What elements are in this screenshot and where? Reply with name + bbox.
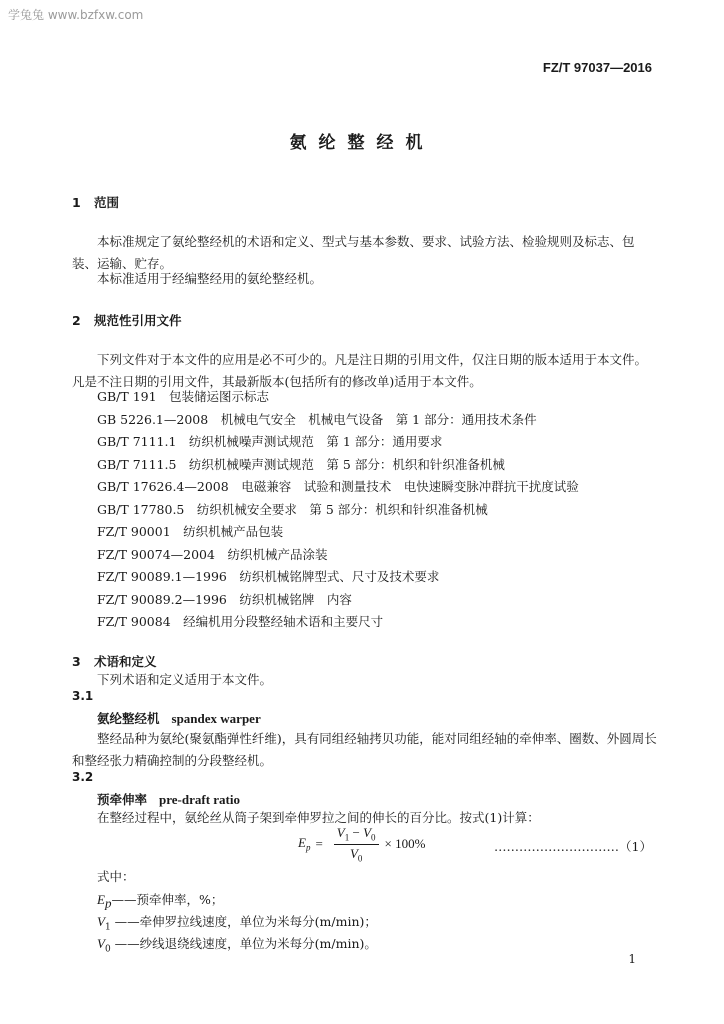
normative-reference: FZ/T 90001 纺织机械产品包装: [97, 524, 284, 539]
section-title: 规范性引用文件: [94, 313, 182, 328]
variable-definition: $E_p——$预牵伸率，%；: [97, 892, 224, 911]
term-3-1: [97, 708, 261, 727]
normative-reference: GB/T 17780.5 纺织机械安全要求 第 5 部分：机织和针织准备机械: [97, 502, 488, 517]
section-1-heading: [72, 193, 119, 211]
normative-reference: FZ/T 90089.2—1996 纺织机械铭牌 内容: [97, 592, 352, 607]
term-3-2: [97, 789, 240, 808]
clause-3-2-number: 3.2: [72, 770, 94, 784]
section-title: 范围: [94, 195, 120, 210]
section-1-paragraph-1: 本标准规定了氨纶整经机的术语和定义、型式与基本参数、要求、试验方法、检验规则及标志、包装、运输、贮存。: [72, 234, 635, 271]
section-number: 3: [72, 654, 81, 669]
equals-sign: =: [315, 836, 323, 852]
section-number: 2: [72, 313, 81, 328]
section-3-heading: [72, 652, 157, 670]
section-3-paragraph-1: 下列术语和定义适用于本文件。: [97, 672, 273, 687]
term-english: spandex warper: [171, 711, 261, 726]
fraction-numerator: $V_1 - V_0$: [334, 825, 379, 845]
term-3-2-definition: 在整经过程中，氨纶丝从筒子架到牵伸罗拉之间的伸长的百分比。按式(1)计算：: [97, 810, 540, 825]
normative-reference: GB/T 17626.4—2008 电磁兼容 试验和测量技术 电快速瞬变脉冲群抗干扰度试验: [97, 479, 579, 494]
formula-1: [298, 825, 425, 863]
formula-lhs: $E_p$: [298, 835, 311, 853]
page-title: 氨纶整经机: [289, 133, 435, 153]
normative-reference: FZ/T 90089.1—1996 纺织机械铭牌型式、尺寸及技术要求: [97, 569, 440, 584]
section-1-paragraph-2: 本标准适用于经编整经用的氨纶整经机。: [97, 271, 323, 286]
page-number: 1: [628, 952, 636, 966]
clause-3-1-number: 3.1: [72, 689, 94, 703]
normative-reference: FZ/T 90084 经编机用分段整经轴术语和主要尺寸: [97, 614, 384, 629]
equation-number: …………………………（1）: [494, 839, 652, 854]
section-2-paragraph-1: 下列文件对于本文件的应用是必不可少的。凡是注日期的引用文件，仅注日期的版本适用于本文件。凡是不注日期的引用文件，其最新版本(包括所有的修改单)适用于本文件。: [72, 352, 648, 389]
variable-definition: $V_1$ ——牵伸罗拉线速度，单位为米每分(m/min)；: [97, 914, 377, 933]
normative-reference: GB/T 7111.5 纺织机械噪声测试规范 第 5 部分：机织和针织准备机械: [97, 457, 505, 472]
fraction-denominator: $V_0$: [349, 845, 363, 864]
term-chinese: 氨纶整经机: [97, 711, 160, 726]
document-number: FZ/T 97037—2016: [542, 60, 652, 75]
term-english: pre-draft ratio: [159, 792, 240, 807]
normative-reference: FZ/T 90074—2004 纺织机械产品涂装: [97, 547, 328, 562]
normative-reference: GB/T 7111.1 纺织机械噪声测试规范 第 1 部分：通用要求: [97, 434, 443, 449]
term-3-1-definition: 整经品种为氨纶(聚氨酯弹性纤维)，具有同组经轴拷贝功能，能对同组经轴的牵伸率、圈数、外圆周长和整经张力精确控制的分段整经机。: [72, 731, 657, 768]
normative-reference: GB 5226.1—2008 机械电气安全 机械电气设备 第 1 部分：通用技术条件: [97, 412, 537, 427]
where-label: 式中：: [97, 869, 135, 884]
section-title: 术语和定义: [94, 654, 157, 669]
watermark: 学兔兔 www.bzfxw.com: [8, 8, 144, 22]
term-chinese: 预牵伸率: [97, 792, 148, 807]
formula-tail: × 100%: [384, 836, 426, 852]
fraction: [334, 825, 379, 863]
section-2-heading: [72, 311, 182, 329]
variable-definition: $V_0$ ——纱线退绕线速度，单位为米每分(m/min)。: [97, 936, 377, 955]
section-number: 1: [72, 195, 81, 210]
normative-reference: GB/T 191 包装储运图示标志: [97, 389, 270, 404]
